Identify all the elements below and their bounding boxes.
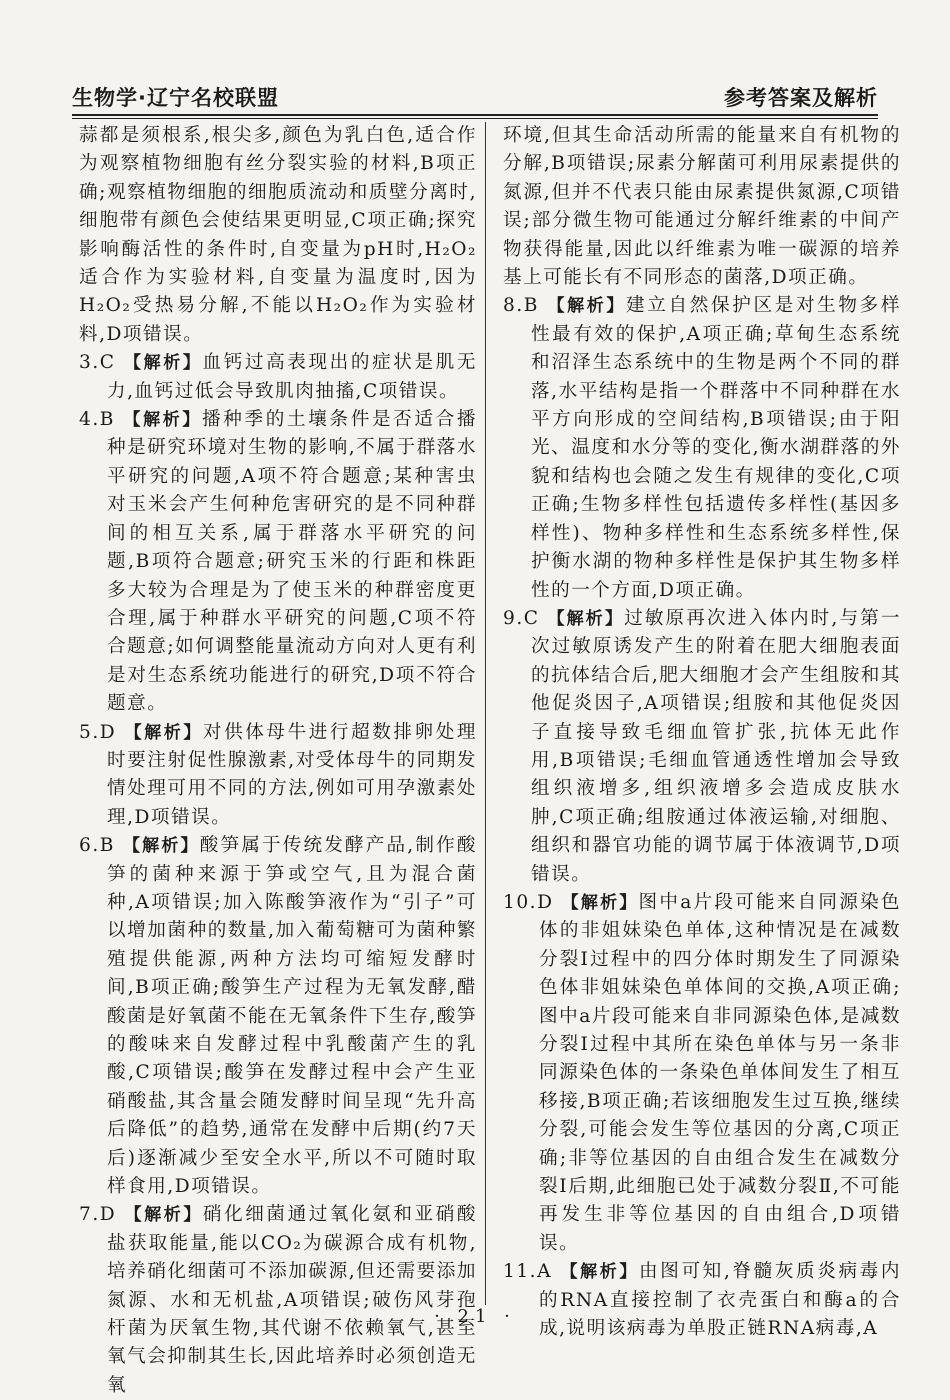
analysis-tag: 【解析】 xyxy=(561,892,639,913)
answer-text: 血钙过高表现出的症状是肌无力,血钙过低会导致肌肉抽搐,C项错误。 xyxy=(107,352,477,402)
answer-item-11 xyxy=(503,1258,901,1343)
analysis-tag: 【解析】 xyxy=(123,410,203,431)
answer-item-6 xyxy=(79,832,477,1201)
column-divider xyxy=(485,122,486,1305)
analysis-tag: 【解析】 xyxy=(547,608,625,629)
answer-text: 硝化细菌通过氧化氨和亚硝酸盐获取能量,能以CO₂为碳源合成有机物,培养硝化细菌可不添加碳源,但还需要添加氮源、水和无机盐,A项错误;破伤风芽孢杆菌为厌氧生物,其代谢不依赖氧气,甚至氧气会抑制其生长,因此培养时必须创造无氧 xyxy=(107,1204,477,1396)
answer-number: 5.D xyxy=(79,721,117,743)
left-column xyxy=(79,122,477,1400)
answer-item-3 xyxy=(79,349,477,406)
analysis-tag: 【解析】 xyxy=(560,1262,640,1283)
continuation-paragraph: 蒜都是须根系,根尖多,颜色为乳白色,适合作为观察植物细胞有丝分裂实验的材料,B项正确;观察植物细胞的细胞质流动和质壁分离时,细胞带有颜色会使结果更明显,C项正确;探究影响酶活性的条件时,自变量为pH时,H₂O₂适合作为实验材料,自变量为温度时,因为H₂O₂受热易分解,不能以H₂O₂作为实验材料,D项错误。 xyxy=(79,125,477,345)
answer-number: 7.D xyxy=(79,1204,117,1226)
answer-item-4 xyxy=(79,406,477,718)
answer-text: 对供体母牛进行超数排卵处理时要注射促性腺激素,对受体母牛的同期发情处理可用不同的方法,例如可用孕激素处理,D项错误。 xyxy=(107,721,477,828)
header-rule-thin xyxy=(72,118,878,119)
answer-text: 酸笋属于传统发酵产品,制作酸笋的菌种来源于笋或空气,且为混合菌种,A项错误;加入陈酸笋液作为“引子”可以增加菌种的数量,加入葡萄糖可为菌种繁殖提供能源,两种方法均可缩短发酵时间,B项正确;酸笋生产过程为无氧发酵,醋酸菌是好氧菌不能在无氧条件下生存,酸笋的酸味来自发酵过程中乳酸菌产生的乳酸,C项错误;酸笋在发酵过程中会产生亚硝酸盐,其含量会随发酵时间呈现“先升高后降低”的趋势,通常在发酵中后期(约7天后)逐渐减少至安全水平,所以不可随时取样食用,D项错误。 xyxy=(107,835,478,1198)
page-number: · 21 · xyxy=(434,1306,516,1327)
analysis-tag: 【解析】 xyxy=(123,836,200,857)
analysis-tag: 【解析】 xyxy=(124,1205,203,1226)
continuation-paragraph: 环境,但其生命活动所需的能量来自有机物的分解,B项错误;尿素分解菌可利用尿素提供的氮源,但并不代表只能由尿素提供氮源,C项错误;部分微生物可能通过分解纤维素的中间产物获得能量,因此以纤维素为唯一碳源的培养基上可能长有不同形态的菌落,D项正确。 xyxy=(503,125,901,289)
header-rule xyxy=(72,114,878,116)
answer-item-5 xyxy=(79,719,477,833)
answer-text: 图中a片段可能来自同源染色体的非姐妹染色单体,这种情况是在减数分裂Ⅰ过程中的四分体时期发生了同源染色体非姐妹染色单体间的交换,A项正确;图中a片段可能来自非同源染色体,是减数分裂Ⅰ过程中其所在染色单体与另一条非同源染色体的一条染色单体间发生了相互移接,B项正确;若该细胞发生过互换,继续分裂,可能会发生等位基因的分离,C项正确;非等位基因的自由组合发生在减数分裂Ⅰ后期,此细胞已处于减数分裂Ⅱ,不可能再发生非等位基因的自由组合,D项错误。 xyxy=(539,891,901,1254)
analysis-tag: 【解析】 xyxy=(124,722,203,743)
header-subject: 生物学·辽宁名校联盟 xyxy=(72,86,279,110)
analysis-tag: 【解析】 xyxy=(547,296,627,317)
answer-text: 播种季的土壤条件是否适合播种是研究环境对生物的影响,不属于群落水平研究的问题,A项不符合题意;某种害虫对玉米会产生何种危害研究的是不同种群间的相互关系,属于群落水平研究的问题,B项符合题意;研究玉米的行距和株距多大较为合理是为了使玉米的种群密度更合理,属于种群水平研究的问题,C项不符合题意;如何调整能量流动方向对人更有利是对生态系统功能进行的研究,D项不符合题意。 xyxy=(107,409,477,715)
answer-item-8 xyxy=(503,292,901,604)
answer-text: 建立自然保护区是对生物多样性最有效的保护,A项正确;草甸生态系统和沼泽生态系统中的生物是两个不同的群落,水平结构是指一个群落中不同种群在水平方向形成的空间结构,B项错误;由于阳光、温度和水分等的变化,衡水湖群落的外貌和结构也会随之发生有规律的变化,C项正确;生物多样性包括遗传多样性(基因多样性)、物种多样性和生态系统多样性,保护衡水湖的物种多样性是保护其生物多样性的一个方面,D项正确。 xyxy=(531,295,901,601)
answer-number: 8.B xyxy=(503,295,539,317)
answer-number: 11.A xyxy=(503,1261,552,1283)
answer-number: 10.D xyxy=(503,891,554,913)
answer-item-9 xyxy=(503,605,901,889)
answer-number: 9.C xyxy=(503,607,540,629)
right-column xyxy=(503,122,901,1343)
answer-text: 由图可知,脊髓灰质炎病毒内的RNA直接控制了衣壳蛋白和酶a的合成,说明该病毒为单股正链RNA病毒,A xyxy=(539,1261,901,1340)
answer-item-7 xyxy=(79,1201,477,1400)
answer-item-10 xyxy=(503,889,901,1258)
header-section: 参考答案及解析 xyxy=(724,86,878,110)
answer-number: 6.B xyxy=(79,835,115,857)
page-header xyxy=(72,80,878,112)
answer-number: 4.B xyxy=(79,409,115,431)
analysis-tag: 【解析】 xyxy=(124,353,203,374)
answer-text: 过敏原再次进入体内时,与第一次过敏原诱发产生的附着在肥大细胞表面的抗体结合后,肥大细胞才会产生组胺和其他促炎因子,A项错误;组胺和其他促炎因子直接导致毛细血管扩张,抗体无此作用,B项错误;毛细血管通透性增加会导致组织液增多,组织液增多会造成皮肤水肿,C项正确;组胺通过体液运输,对细胞、组织和器官功能的调节属于体液调节,D项错误。 xyxy=(531,607,902,885)
answer-number: 3.C xyxy=(79,352,116,374)
